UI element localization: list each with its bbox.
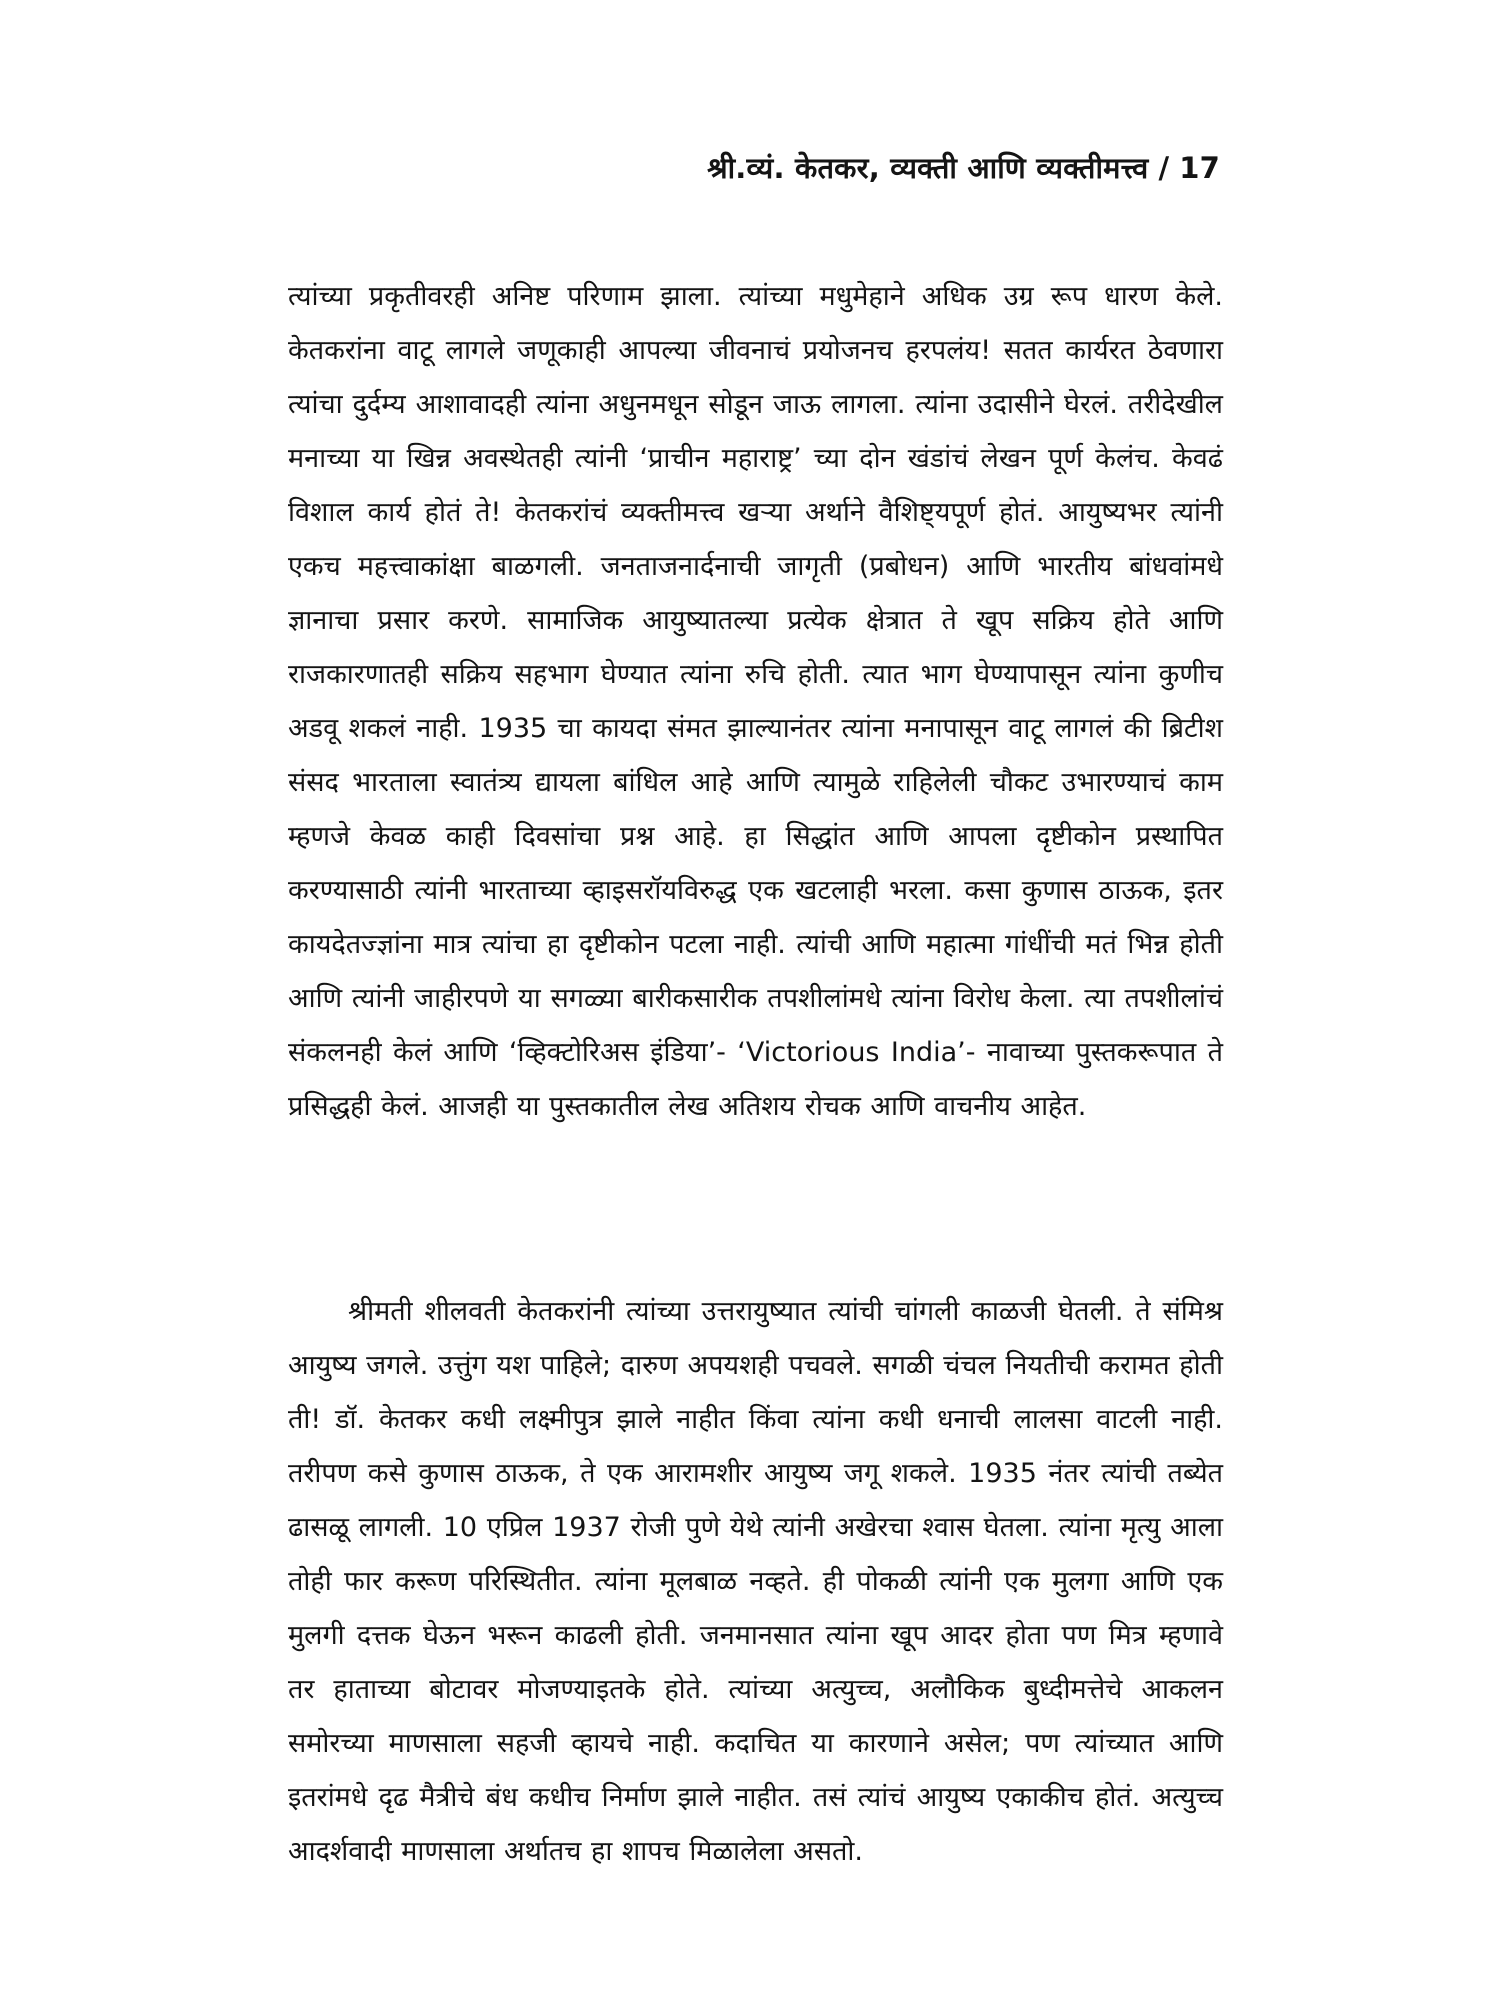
running-head-title: श्री.व्यं. केतकर, व्यक्ती आणि व्यक्तीमत्त्व bbox=[707, 151, 1149, 185]
body-paragraph-2: श्रीमती शीलवती केतकरांनी त्यांच्या उत्तरायुष्यात त्यांची चांगली काळजी घेतली. ते संमिश्र आयुष्य जगले. उत्तुंग यश पाहिले; दारुण अपयशही पचवले. सगळी चंचल नियतीची करामत होती ती! डॉ. केतकर कधी लक्ष्मीपुत्र झाले नाहीत किंवा त्यांना कधी धनाची लालसा वाटली नाही. तरीपण कसे कुणास ठाऊक, ते एक आरामशीर आयुष्य जगू शकले. 1935 नंतर त्यांची तब्येत ढासळू लागली. 10 एप्रिल 1937 रोजी पुणे येथे त्यांनी अखेरचा श्वास घेतला. त्यांना मृत्यु आला तोही फार करूण परिस्थितीत. त्यांना मूलबाळ नव्हते. ही पोकळी त्यांनी एक मुलगा आणि एक मुलगी दत्तक घेऊन भरून काढली होती. जनमानसात त्यांना खूप आदर होता पण मित्र म्हणावे तर हाताच्या बोटावर मोजण्याइतके होते. त्यांच्या अत्युच्च, अलौकिक बुध्दीमत्तेचे आकलन समोरच्या माणसाला सहजी व्हायचे नाही. कदाचित या कारणाने असेल; पण त्यांच्यात आणि इतरांमधे दृढ मैत्रीचे बंध कधीच निर्माण झाले नाहीत. तसं त्यांचं आयुष्य एकाकीच होतं. अत्युच्च आदर्शवादी माणसाला अर्थातच हा शापच मिळालेला असतो. bbox=[288, 1296, 1223, 1867]
body-paragraph-2-block bbox=[288, 1285, 1223, 1879]
running-head bbox=[707, 148, 1220, 187]
page-number: 17 bbox=[1179, 151, 1220, 185]
body-paragraph-1: त्यांच्या प्रकृतीवरही अनिष्ट परिणाम झाला. त्यांच्या मधुमेहाने अधिक उग्र रूप धारण केले. केतकरांना वाटू लागले जणूकाही आपल्या जीवनाचं प्रयोजनच हरपलंय! सतत कार्यरत ठेवणारा त्यांचा दुर्दम्य आशावादही त्यांना अधुनमधून सोडून जाऊ लागला. त्यांना उदासीने घेरलं. तरीदेखील मनाच्या या खिन्न अवस्थेतही त्यांनी ‘प्राचीन महाराष्ट्र’ च्या दोन खंडांचं लेखन पूर्ण केलंच. केवढं विशाल कार्य होतं ते! केतकरांचं व्यक्तीमत्त्व खऱ्या अर्थाने वैशिष्ट्यपूर्ण होतं. आयुष्यभर त्यांनी एकच महत्त्वाकांक्षा बाळगली. जनताजनार्दनाची जागृती (प्रबोधन) आणि भारतीय बांधवांमधे ज्ञानाचा प्रसार करणे. सामाजिक आयुष्यातल्या प्रत्येक क्षेत्रात ते खूप सक्रिय होते आणि राजकारणातही सक्रिय सहभाग घेण्यात त्यांना रुचि होती. त्यात भाग घेण्यापासून त्यांना कुणीच अडवू शकलं नाही. 1935 चा कायदा संमत झाल्यानंतर त्यांना मनापासून वाटू लागलं की ब्रिटीश संसद भारताला स्वातंत्र्य द्यायला बांधिल आहे आणि त्यामुळे राहिलेली चौकट उभारण्याचं काम म्हणजे केवळ काही दिवसांचा प्रश्न आहे. हा सिद्धांत आणि आपला दृष्टीकोन प्रस्थापित करण्यासाठी त्यांनी भारताच्या व्हाइसरॉयविरुद्ध एक खटलाही भरला. कसा कुणास ठाऊक, इतर कायदेतज्ज्ञांना मात्र त्यांचा हा दृष्टीकोन पटला नाही. त्यांची आणि महात्मा गांधींची मतं भिन्न होती आणि त्यांनी जाहीरपणे या सगळ्या बारीकसारीक तपशीलांमधे त्यांना विरोध केला. त्या तपशीलांचं संकलनही केलं आणि ‘व्हिक्टोरिअस इंडिया’- ‘Victorious India’- नावाच्या पुस्तकरूपात ते प्रसिद्धही केलं. आजही या पुस्तकातील लेख अतिशय रोचक आणि वाचनीय आहेत. bbox=[288, 281, 1223, 1122]
body-paragraph-1-block bbox=[288, 270, 1223, 1134]
running-head-separator: / bbox=[1158, 151, 1170, 185]
